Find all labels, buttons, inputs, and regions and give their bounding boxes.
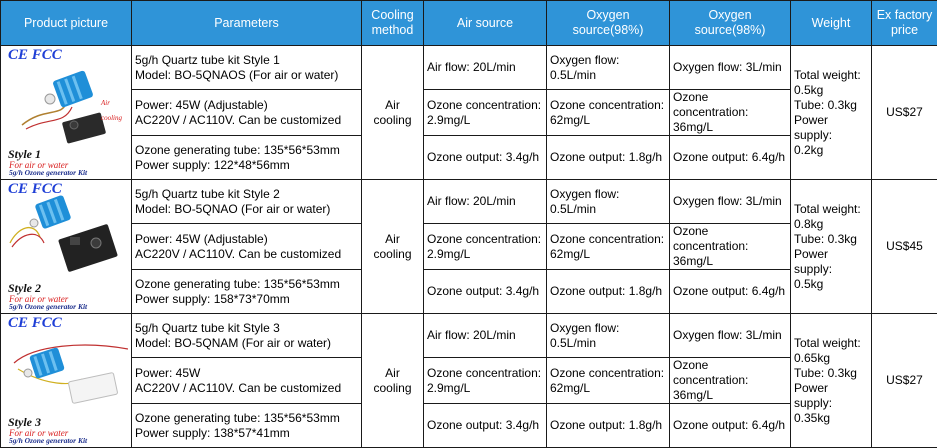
product-3-oxy1-concentration: Ozone concentration: 62mg/L: [547, 358, 670, 404]
product-2-weight: Total weight: 0.8kg Tube: 0.3kg Power supply: 0.5kg: [791, 180, 872, 314]
product-2-price: US$45: [872, 180, 937, 314]
product-1-brand: CE FCC: [8, 47, 62, 63]
product-2-oxy1-concentration: Ozone concentration: 62mg/L: [547, 224, 670, 270]
product-1-row-1: [1, 46, 937, 90]
product-2-air-concentration: Ozone concentration: 2.9mg/L: [424, 224, 547, 270]
header-product-picture: Product picture: [1, 1, 132, 46]
product-2-row-1: [1, 180, 937, 224]
product-3-air-output: Ozone output: 3.4g/h: [424, 404, 547, 448]
header-row: [1, 1, 937, 46]
product-3-air-flow: Air flow: 20L/min: [424, 314, 547, 358]
header-cooling-method: Cooling method: [362, 1, 424, 46]
product-2-param-model: 5g/h Quartz tube kit Style 2 Model: BO-5QNAO (For air or water): [132, 180, 362, 224]
header-air-source: Air source: [424, 1, 547, 46]
product-2-oxy1-flow: Oxygen flow: 0.5L/min: [547, 180, 670, 224]
product-3-oxy1-flow: Oxygen flow: 0.5L/min: [547, 314, 670, 358]
product-2-photo: [4, 181, 128, 313]
product-3-param-model: 5g/h Quartz tube kit Style 3 Model: BO-5QNAM (For air or water): [132, 314, 362, 358]
product-3-caption-line2: 5g/h Ozone generator Kit: [9, 437, 87, 445]
product-2-oxy2-output: Ozone output: 6.4g/h: [670, 270, 791, 314]
product-1-air-flow: Air flow: 20L/min: [424, 46, 547, 90]
product-3-style-label: Style 3: [8, 416, 41, 428]
product-1-param-size: Ozone generating tube: 135*56*53mm Power supply: 122*48*56mm: [132, 136, 362, 180]
header-parameters: Parameters: [132, 1, 362, 46]
product-2-param-size: Ozone generating tube: 135*56*53mm Power supply: 158*73*70mm: [132, 270, 362, 314]
product-1-oxy1-output: Ozone output: 1.8g/h: [547, 136, 670, 180]
product-1-oxy1-flow: Oxygen flow: 0.5L/min: [547, 46, 670, 90]
product-1-cooling: Air cooling: [362, 46, 424, 180]
product-2-cooling: Air cooling: [362, 180, 424, 314]
product-2-oxy2-flow: Oxygen flow: 3L/min: [670, 180, 791, 224]
product-1-air-output: Ozone output: 3.4g/h: [424, 136, 547, 180]
product-1-weight: Total weight: 0.5kg Tube: 0.3kg Power supply: 0.2kg: [791, 46, 872, 180]
product-3-weight: Total weight: 0.65kg Tube: 0.3kg Power supply: 0.35kg: [791, 314, 872, 448]
product-1-photo-cell: [1, 46, 132, 180]
header-oxygen-source-1: Oxygen source(98%): [547, 1, 670, 46]
product-1-param-power: Power: 45W (Adjustable) AC220V / AC110V. Can be customized: [132, 90, 362, 136]
product-2-air-flow: Air flow: 20L/min: [424, 180, 547, 224]
product-1-photo: [4, 47, 128, 179]
product-3-oxy1-output: Ozone output: 1.8g/h: [547, 404, 670, 448]
product-2-brand: CE FCC: [8, 181, 62, 197]
product-3-cooling: Air cooling: [362, 314, 424, 448]
product-3-param-size: Ozone generating tube: 135*56*53mm Power supply: 138*57*41mm: [132, 404, 362, 448]
product-3-brand: CE FCC: [8, 315, 62, 331]
product-1-caption-line1: For air or water: [9, 161, 68, 170]
product-1-oxy2-concentration: Ozone concentration: 36mg/L: [670, 90, 791, 136]
product-3-row-1: [1, 314, 937, 358]
product-3-photo: [4, 315, 128, 447]
header-oxygen-source-2: Oxygen source(98%): [670, 1, 791, 46]
product-3-caption-line1: For air or water: [9, 429, 68, 438]
product-1-oxy2-flow: Oxygen flow: 3L/min: [670, 46, 791, 90]
product-1-oxy2-output: Ozone output: 6.4g/h: [670, 136, 791, 180]
product-1-caption-line2: 5g/h Ozone generator Kit: [9, 169, 87, 177]
product-2-photo-cell: [1, 180, 132, 314]
product-3-param-power: Power: 45W AC220V / AC110V. Can be customized: [132, 358, 362, 404]
product-2-param-power: Power: 45W (Adjustable) AC220V / AC110V. Can be customized: [132, 224, 362, 270]
product-1-oxy1-concentration: Ozone concentration: 62mg/L: [547, 90, 670, 136]
product-3-oxy2-concentration: Ozone concentration: 36mg/L: [670, 358, 791, 404]
product-3-photo-cell: [1, 314, 132, 448]
product-2-caption-line1: For air or water: [9, 295, 68, 304]
product-3-oxy2-output: Ozone output: 6.4g/h: [670, 404, 791, 448]
product-1-price: US$27: [872, 46, 937, 180]
product-2-style-label: Style 2: [8, 282, 41, 294]
product-1-param-model: 5g/h Quartz tube kit Style 1 Model: BO-5QNAOS (For air or water): [132, 46, 362, 90]
header-ex-factory-price: Ex factory price: [872, 1, 937, 46]
product-1-style-label: Style 1: [8, 148, 41, 160]
product-3-price: US$27: [872, 314, 937, 448]
product-2-air-output: Ozone output: 3.4g/h: [424, 270, 547, 314]
product-2-oxy2-concentration: Ozone concentration: 36mg/L: [670, 224, 791, 270]
product-1-air-concentration: Ozone concentration: 2.9mg/L: [424, 90, 547, 136]
product-2-caption-line2: 5g/h Ozone generator Kit: [9, 303, 87, 311]
product-2-oxy1-output: Ozone output: 1.8g/h: [547, 270, 670, 314]
product-3-air-concentration: Ozone concentration: 2.9mg/L: [424, 358, 547, 404]
header-weight: Weight: [791, 1, 872, 46]
product-1-air-cooling-caption: Air cooling: [101, 96, 128, 126]
product-3-oxy2-flow: Oxygen flow: 3L/min: [670, 314, 791, 358]
